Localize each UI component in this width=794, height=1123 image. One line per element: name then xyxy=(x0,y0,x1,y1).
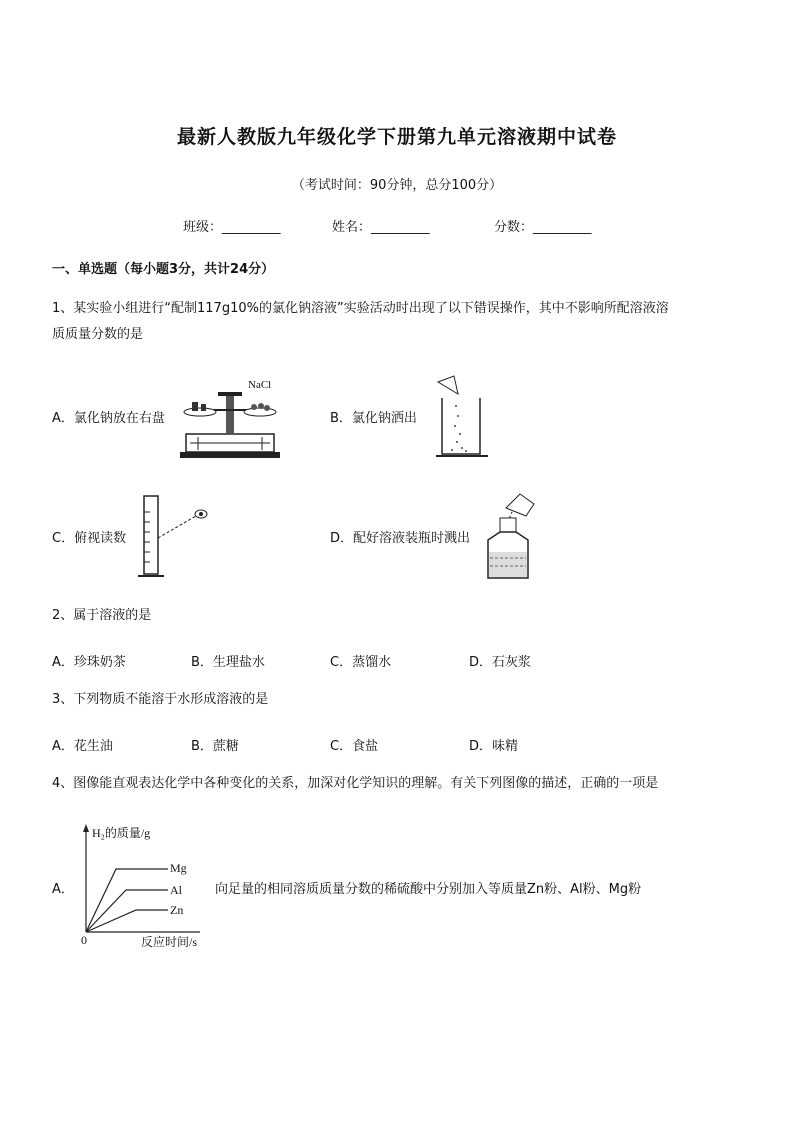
series-mg-line xyxy=(86,869,168,932)
question-1-line-2: 质质量分数的是 xyxy=(52,327,144,342)
balance-figure xyxy=(178,372,284,462)
question-2: 2、属于溶液的是 xyxy=(52,608,152,623)
question-3: 3、下列物质不能溶于水形成溶液的是 xyxy=(52,692,269,707)
series-al-line xyxy=(86,890,168,932)
question-1-line-1: 1、某实验小组进行“配制117g10%的氯化钠溶液”实验活动时出现了以下错误操作，其中不影响所配溶液溶 xyxy=(52,301,669,316)
question-4: 4、图像能直观表达化学中各种变化的关系，加深对化学知识的理解。有关下列图像的描述，正确的一项是 xyxy=(52,776,659,791)
h2-mass-graph xyxy=(74,820,214,952)
nacl-label: NaCl xyxy=(248,379,272,391)
bottle-pour-figure xyxy=(482,490,544,582)
q1-option-d: D．配好溶液装瓶时溅出 xyxy=(330,531,471,546)
cylinder-reading-figure xyxy=(136,492,212,582)
exam-subtitle: （考试时间：90分钟，总分100分） xyxy=(291,178,503,193)
graph-x-label: 反应时间/s xyxy=(141,935,198,949)
series-zn-label: Zn xyxy=(170,903,184,917)
q2-option-d: D．石灰浆 xyxy=(469,655,532,670)
class-field: 班级：_________ xyxy=(183,220,281,235)
section-heading: 一、单选题（每小题3分，共计24分） xyxy=(52,262,275,277)
series-al-label: Al xyxy=(170,883,182,897)
graph-origin-label: 0 xyxy=(81,933,87,947)
score-field: 分数：_________ xyxy=(494,220,592,235)
q3-option-a: A．花生油 xyxy=(52,739,113,754)
q2-option-c: C．蒸馏水 xyxy=(330,655,392,670)
page-title: 最新人教版九年级化学下册第九单元溶液期中试卷 xyxy=(176,126,617,148)
q1-option-a: A．氯化钠放在右盘 xyxy=(52,411,165,426)
series-zn-line xyxy=(86,910,168,932)
q2-option-b: B．生理盐水 xyxy=(191,655,265,670)
q4-option-a-text: 向足量的相同溶质质量分数的稀硫酸中分别加入等质量Zn粉、Al粉、Mg粉 xyxy=(215,882,642,897)
beaker-spill-figure xyxy=(430,372,490,460)
series-mg-label: Mg xyxy=(170,861,187,875)
name-field: 姓名：_________ xyxy=(332,220,430,235)
graph-y-label: H₂的质量/g xyxy=(92,826,151,840)
q3-option-d: D．味精 xyxy=(469,739,519,754)
q3-option-c: C．食盐 xyxy=(330,739,379,754)
q1-option-b: B．氯化钠洒出 xyxy=(330,411,417,426)
q2-option-a: A．珍珠奶茶 xyxy=(52,655,126,670)
q3-option-b: B．蔗糖 xyxy=(191,739,239,754)
q4-option-a-label: A． xyxy=(52,882,74,897)
q1-option-c: C．俯视读数 xyxy=(52,531,127,546)
